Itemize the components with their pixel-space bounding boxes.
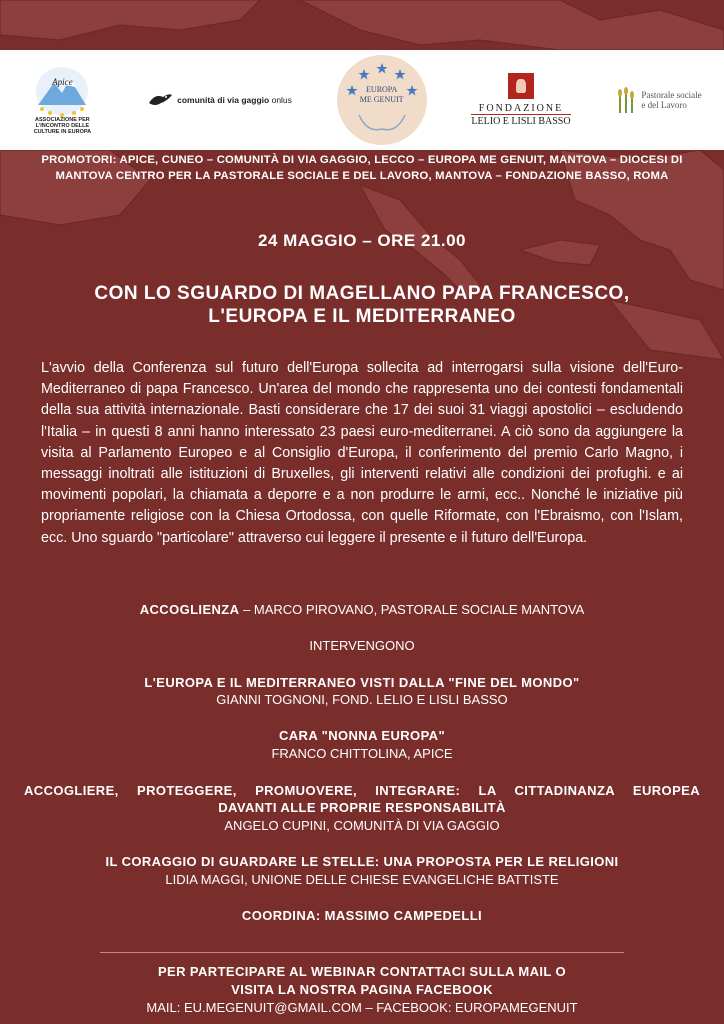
logo-band [0,50,724,150]
talk-1-speaker: GIANNI TOGNONI, FOND. LELIO E LISLI BASSO [216,692,508,707]
footer-line1: PER PARTECIPARE AL WEBINAR CONTATTACI SULLA MAIL O [157,964,567,979]
basso-portrait-icon [508,73,534,99]
talk-3-title: ACCOGLIERE, PROTEGGERE, PROMUOVERE, INTEGRARE: LA CITTADINANZA EUROPEA [24,783,700,798]
emg-line1: EUROPA [366,85,398,94]
accoglienza-text: – MARCO PIROVANO, PASTORALE SOCIALE MANTOVA [243,602,585,617]
wheat-icon [615,87,637,113]
talk-2-speaker: FRANCO CHITTOLINA, APICE [271,746,453,761]
talk-4-speaker: LIDIA MAGGI, UNIONE DELLE CHIESE EVANGELICHE BATTISTE [165,872,559,887]
talk-4-title: IL CORAGGIO DI GUARDARE LE STELLE: UNA PROPOSTA PER LE RELIGIONI [105,854,619,869]
apice-mountain-icon [32,65,92,117]
pastorale-line1: Pastorale sociale [641,90,702,100]
apice-logo [22,65,102,135]
basso-line1: FONDAZIONE [478,103,564,114]
pastorale-line2: e del Lavoro [641,100,687,110]
basso-line2: LELIO E LISLI BASSO [471,116,571,127]
via-gaggio-suffix: onlus [271,95,292,105]
via-gaggio-name: comunità di via gaggio [177,95,270,105]
event-title [40,282,684,328]
promotori-label: PROMOTORI: [41,154,117,166]
coordina-text: COORDINA: MASSIMO CAMPEDELLI [241,908,483,923]
promotori-list: APICE, CUNEO – COMUNITÀ DI VIA GAGGIO, LECCO – EUROPA ME GENUIT, MANTOVA – DIOCESI DI MANTOVA CENTRO PER LA PASTORALE SOCIALE E DEL LAVORO, MANTOVA – FONDAZIONE BASSO, ROMA [55,154,683,182]
accoglienza-row [20,602,704,617]
fondazione-basso-logo [471,73,570,127]
talk-1-title: L'EUROPA E IL MEDITERRANEO VISTI DALLA "FINE DEL MONDO" [144,675,580,690]
talk-3-speaker: ANGELO CUPINI, COMUNITÀ DI VIA GAGGIO [224,818,500,833]
talk-2-title: CARA "NONNA EUROPA" [278,728,446,743]
footer-line2: VISITA LA NOSTRA PAGINA FACEBOOK [231,982,493,997]
pastorale-sociale-logo [615,87,701,113]
footer-contacts: MAIL: EU.MEGENUIT@GMAIL.COM – FACEBOOK: EUROPAMEGENUIT [146,1000,578,1015]
talk-3-title-line2: DAVANTI ALLE PROPRIE RESPONSABILITÀ [218,800,506,815]
intervengono-label: INTERVENGONO [309,638,415,653]
europa-me-genuit-logo [337,55,427,145]
via-gaggio-logo [147,91,292,109]
apice-name: Apice [52,77,73,87]
promotori-text [20,152,704,184]
event-title-line2: L'EUROPA E IL MEDITERRANEO [208,306,516,327]
bird-icon [147,91,173,109]
event-description: L'avvio della Conferenza sul futuro dell'Europa sollecita ad interrogarsi sulla visione dell'Euro-Mediterraneo di papa Francesco. Un'area del mondo che rappresenta uno dei contesti fondamentali della sua attività internazionale. Basti considerare che 17 dei suoi 31 viaggi apostolici – escludendo l'Italia – in questi 8 anni hanno interessato 23 paesi euro-mediterranei. A ciò sono da aggiungere la visita al Parlamento Europeo e al Consiglio d'Europa, il conferimento del premio Carlo Magno, i messaggi inoltrati alle istituzioni di Bruxelles, gli interventi relativi alle condizioni dei profughi. e ai movimenti popolari, la chiamata a deporre e a non produrre le armi, ecc.. Nonché le iniziative più propriamente religiose con la Chiesa Ortodossa, con quelle Riformate, con l'Ebraismo, con l'Islam, ecc. Uno sguardo "particolare" attraverso cui leggere il presente e il futuro dell'Europa. [41,360,683,546]
emg-line2: ME GENUIT [359,95,404,104]
event-date-time: 24 MAGGIO – ORE 21.00 [258,231,466,250]
accoglienza-label: ACCOGLIENZA [139,602,240,617]
event-title-line1: CON LO SGUARDO DI MAGELLANO PAPA FRANCESCO, [94,283,630,304]
footer-divider [100,952,624,953]
apice-caption: ASSOCIAZIONE PER L'INCONTRO DELLE CULTURE IN EUROPA [33,117,92,135]
